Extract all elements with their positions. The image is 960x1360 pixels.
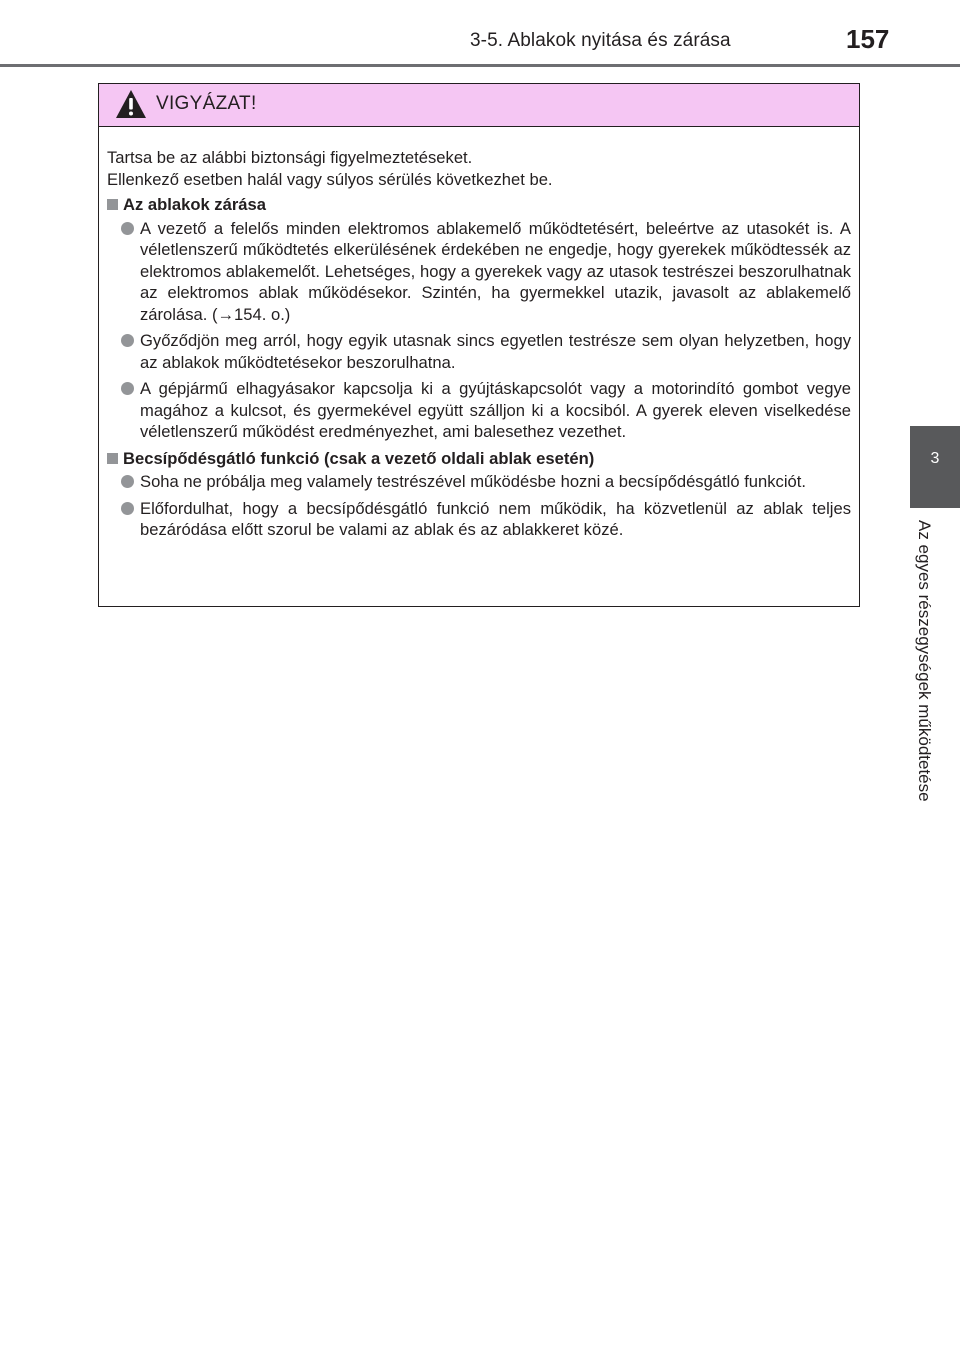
list-item-text: Soha ne próbálja meg valamely testrészével működésbe hozni a becsípődésgátló funkciót. (140, 472, 806, 491)
chapter-number: 3 (930, 450, 940, 467)
round-bullet-icon (121, 222, 134, 235)
page-number: 157 (846, 24, 890, 54)
section-title: 3-5. Ablakok nyitása és zárása (470, 30, 731, 51)
list-item (121, 498, 851, 541)
intro-line: Tartsa be az alábbi biztonsági figyelmeztetéseket. (107, 148, 473, 167)
section-heading (107, 194, 851, 216)
round-bullet-icon (121, 475, 134, 488)
chapter-tab (910, 426, 960, 508)
warning-header (99, 84, 859, 127)
round-bullet-icon (121, 334, 134, 347)
list-item (121, 330, 851, 373)
warning-title: VIGYÁZAT! (156, 93, 257, 114)
section-heading (107, 448, 851, 470)
section-heading-text: Az ablakok zárása (123, 195, 266, 214)
list-item-text: Győződjön meg arról, hogy egyik utasnak sincs egyetlen testrésze sem olyan helyzetben, hogy az ablakok működtetésekor beszorulhatna. (140, 331, 851, 372)
warning-body (99, 127, 859, 541)
intro-line: Ellenkező esetben halál vagy súlyos sérülés következhet be. (107, 169, 553, 189)
page-header (0, 0, 960, 70)
warning-box (98, 83, 860, 607)
round-bullet-icon (121, 382, 134, 395)
list-item-text: A vezető a felelős minden elektromos ablakemelő működtetésért, beleértve az utasokét is. A véletlenszerű működtetés elkerülésének érdekében ne engedje, hogy gyerekek működtessék az elektromos ablakemelőt. Lehetséges, hogy a gyerekek vagy az utasok testrészei beszorulhatnak az elektromos ablak működésekor. Szintén, ha gyermekkel utazik, javasolt az ablakemelő zárolása. (→154. o.) (140, 218, 851, 324)
square-bullet-icon (107, 453, 118, 464)
list-item (121, 218, 851, 326)
header-divider (0, 64, 960, 67)
chapter-label-container (916, 520, 952, 840)
chapter-label: Az egyes részegységek működtetése (915, 520, 934, 802)
list-item (121, 471, 851, 493)
square-bullet-icon (107, 199, 118, 210)
list-item-text: Előfordulhat, hogy a becsípődésgátló funkció nem működik, ha közvetlenül az ablak teljes bezáródása előtt szorul be valami az ablak és az ablakkeret közé. (140, 498, 851, 539)
list-item (121, 378, 851, 443)
section-heading-text: Becsípődésgátló funkció (csak a vezető oldali ablak esetén) (123, 448, 595, 468)
warning-intro (107, 147, 851, 190)
round-bullet-icon (121, 502, 134, 515)
list-item-text: A gépjármű elhagyásakor kapcsolja ki a gyújtáskapcsolót vagy a motorindító gombot vegye magához a kulcsot, és gyermekével együtt szálljon ki a kocsiból. A gyerek eleven viselkedése véletlenszerű működést eredményezhet, ami balesethez vezethet. (140, 379, 851, 441)
warning-triangle-icon (115, 89, 147, 119)
